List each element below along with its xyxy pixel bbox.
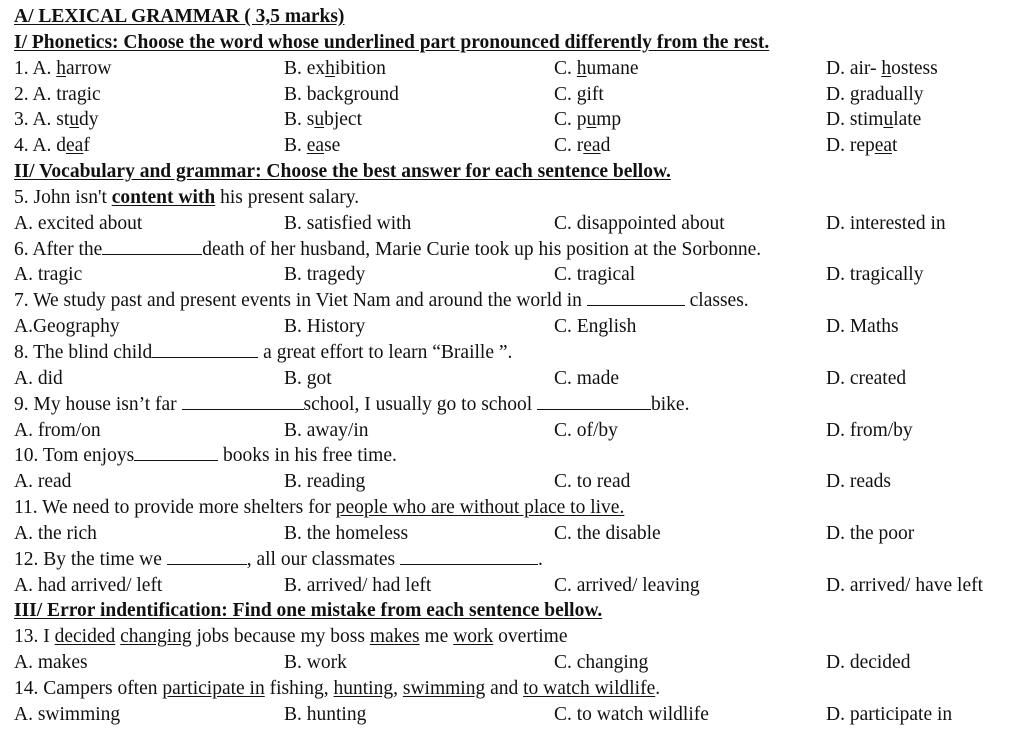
underlined-part: u	[69, 109, 80, 131]
underlined-part: g	[849, 83, 860, 105]
q5-text-pre: 5. John isn't	[14, 186, 112, 208]
q6-text-pre: 6. After the	[14, 238, 103, 260]
question-number: 4.	[14, 135, 29, 157]
q9-text-pre: 9. My house isn’t far	[14, 393, 182, 415]
q12-option-d[interactable]: D. arrived/ have left	[826, 574, 984, 596]
worksheet	[14, 4, 1014, 728]
question-4	[14, 133, 1014, 159]
option-text: B. ex	[284, 57, 326, 79]
q10-blank	[134, 443, 218, 461]
q7-option-a[interactable]: A.Geography	[14, 316, 120, 338]
option-text: C.	[554, 57, 577, 79]
question-9	[14, 392, 1014, 418]
underlined-part: ea	[874, 135, 893, 157]
question-6	[14, 237, 1014, 263]
section-3-title-line	[14, 598, 1014, 624]
q7-options	[14, 314, 1014, 340]
question-12	[14, 547, 1014, 573]
option-text: bject	[324, 109, 363, 131]
q12-option-b[interactable]: B. arrived/ had left	[284, 574, 432, 596]
q14-option-b[interactable]: B. hunting	[284, 703, 367, 725]
q13-option-a[interactable]: A. makes	[14, 652, 88, 674]
q10-options	[14, 469, 1014, 495]
sentence-segment: me	[419, 626, 454, 648]
q9-option-c[interactable]: C. of/by	[554, 419, 618, 441]
sentence-segment: 13. I	[14, 626, 55, 648]
q6-option-b[interactable]: B. tragedy	[284, 264, 366, 286]
q11-options	[14, 521, 1014, 547]
q1-option-b[interactable]	[284, 56, 386, 82]
q6-option-c[interactable]: C. tragical	[554, 264, 636, 286]
q6-option-d[interactable]: D. tragically	[826, 264, 924, 286]
q9-option-b[interactable]: B. away/in	[284, 419, 369, 441]
q4-option-b[interactable]	[284, 133, 340, 159]
option-text: A. st	[32, 109, 70, 131]
question-1	[14, 56, 1014, 82]
option-text: radually	[859, 83, 924, 105]
question-11	[14, 495, 1014, 521]
section-2-title: II/ Vocabulary and grammar: Choose the best answer for each sentence bellow.	[14, 161, 671, 183]
section-2-title-line	[14, 159, 1014, 185]
underlined-part: u	[314, 109, 325, 131]
q11-underlined: people who are without place to live.	[335, 497, 625, 519]
q9-blank-2	[537, 392, 651, 410]
option-text: round	[353, 83, 399, 105]
question-5	[14, 185, 1014, 211]
q6-options	[14, 262, 1014, 288]
question-number: 3.	[14, 109, 29, 131]
q13-option-b[interactable]: B. work	[284, 652, 347, 674]
q4-option-a[interactable]	[14, 133, 90, 159]
q11-option-b[interactable]: B. the homeless	[284, 522, 409, 544]
sentence-segment: overtime	[493, 626, 568, 648]
q8-options	[14, 366, 1014, 392]
q5-option-b[interactable]: B. satisfied with	[284, 212, 412, 234]
q2-option-a[interactable]	[14, 82, 101, 108]
underlined-part: h	[576, 57, 587, 79]
q12-option-c[interactable]: C. arrived/ leaving	[554, 574, 700, 596]
q9-options	[14, 418, 1014, 444]
option-text: t	[892, 135, 898, 157]
question-2	[14, 82, 1014, 108]
option-text: umane	[586, 57, 639, 79]
q14-option-d[interactable]: D. participate in	[826, 703, 953, 725]
q6-text-post: death of her husband, Marie Curie took up his position at the Sorbonne.	[202, 238, 762, 260]
option-text: f	[83, 135, 90, 157]
q14-option-a[interactable]: A. swimming	[14, 703, 121, 725]
question-8	[14, 340, 1014, 366]
question-7	[14, 288, 1014, 314]
q3-option-a[interactable]	[14, 107, 99, 133]
q6-blank	[102, 237, 202, 255]
q6-option-a[interactable]: A. tragic	[14, 264, 83, 286]
q5-option-a[interactable]: A. excited about	[14, 212, 143, 234]
underlined-segment: to watch wildlife	[523, 677, 656, 699]
underlined-part: g	[576, 83, 587, 105]
q11-option-d[interactable]: D. the poor	[826, 522, 915, 544]
part-a-heading-line	[14, 4, 1014, 30]
q5-text-post: his present salary.	[215, 186, 360, 208]
option-text: A. d	[32, 135, 67, 157]
option-text: ostess	[891, 57, 938, 79]
option-text: d	[600, 135, 611, 157]
option-text: D. air-	[826, 57, 882, 79]
q11-text-pre: 11. We need to provide more shelters for	[14, 497, 336, 519]
underlined-part: u	[586, 109, 597, 131]
option-text: ibition	[334, 57, 386, 79]
option-text: B.	[284, 135, 307, 157]
q8-blank	[152, 340, 258, 358]
question-number: 2.	[14, 83, 29, 105]
q7-blank	[587, 288, 685, 306]
q4-option-d[interactable]	[826, 133, 897, 159]
phonetics-questions	[14, 56, 1014, 159]
q9-text-post: bike.	[651, 393, 690, 415]
underlined-part: ea	[583, 135, 601, 157]
underlined-part: h	[56, 57, 67, 79]
underlined-segment: participate in	[162, 677, 265, 699]
option-text: C.	[554, 83, 577, 105]
q14-options	[14, 702, 1014, 728]
question-number: 1.	[14, 57, 29, 79]
q12-option-a[interactable]: A. had arrived/ left	[14, 574, 163, 596]
underlined-part: h	[325, 57, 335, 79]
q8-text-post: a great effort to learn “Braille ”.	[258, 341, 513, 363]
option-text: dy	[79, 109, 99, 131]
sentence-segment: ,	[393, 677, 403, 699]
q12-text-pre: 12. By the time we	[14, 548, 167, 570]
option-text: A. tra	[32, 83, 77, 105]
q10-option-b[interactable]: B. reading	[284, 471, 366, 493]
q9-text-mid: school, I usually go to school	[303, 393, 537, 415]
option-text: B. s	[284, 109, 315, 131]
q7-text-post: classes.	[684, 290, 749, 312]
underlined-segment: work	[453, 626, 494, 648]
underlined-part: u	[883, 109, 894, 131]
question-14	[14, 676, 1014, 702]
option-text: ift	[586, 83, 604, 105]
q13-option-c[interactable]: C. changing	[554, 652, 649, 674]
q7-option-b[interactable]: B. History	[284, 316, 366, 338]
q9-blank-1	[182, 392, 304, 410]
q7-text-pre: 7. We study past and present events in Viet Nam and around the world in	[14, 290, 587, 312]
underlined-segment: decided	[54, 626, 116, 648]
option-text: mp	[596, 109, 622, 131]
option-text: A.	[32, 57, 57, 79]
underlined-part: ea	[66, 135, 84, 157]
q10-option-d[interactable]: D. reads	[826, 471, 891, 493]
option-text: C. r	[554, 135, 584, 157]
question-13	[14, 624, 1014, 650]
q5-option-c[interactable]: C. disappointed about	[554, 212, 725, 234]
q8-option-d[interactable]: D. created	[826, 367, 907, 389]
q1-option-a[interactable]	[14, 56, 112, 82]
q1-option-c[interactable]	[554, 56, 639, 82]
section-1-title: I/ Phonetics: Choose the word whose underlined part pronounced differently from the rest.	[14, 31, 770, 53]
q12-options	[14, 573, 1014, 599]
q10-option-c[interactable]: C. to read	[554, 471, 631, 493]
q5-options	[14, 211, 1014, 237]
underlined-segment: hunting	[333, 677, 394, 699]
underlined-part: g	[76, 83, 87, 105]
question-3	[14, 107, 1014, 133]
q9-option-a[interactable]: A. from/on	[14, 419, 101, 441]
q12-text-post: .	[537, 548, 543, 570]
question-10	[14, 443, 1014, 469]
q8-option-a[interactable]: A. did	[14, 367, 63, 389]
q3-option-c[interactable]	[554, 107, 621, 133]
underlined-part: h	[881, 57, 892, 79]
q11-option-a[interactable]: A. the rich	[14, 522, 97, 544]
option-text: se	[324, 135, 341, 157]
q10-text-pre: 10. Tom enjoys	[14, 445, 135, 467]
section-3-title: III/ Error indentification: Find one mistake from each sentence bellow.	[14, 600, 603, 622]
q2-option-b[interactable]	[284, 82, 399, 108]
q5-option-d[interactable]: D. interested in	[826, 212, 946, 234]
q11-option-c[interactable]: C. the disable	[554, 522, 661, 544]
q8-text-pre: 8. The blind child	[14, 341, 153, 363]
option-text: D. rep	[826, 135, 875, 157]
underlined-part: ea	[306, 135, 325, 157]
q14-option-c[interactable]: C. to watch wildlife	[554, 703, 709, 725]
sentence-segment: fishing,	[264, 677, 334, 699]
q2-option-d[interactable]	[826, 82, 923, 108]
q4-option-c[interactable]	[554, 133, 610, 159]
q3-option-d[interactable]	[826, 107, 921, 133]
option-text: C. p	[554, 109, 587, 131]
underlined-segment: makes	[369, 626, 420, 648]
option-text: D. stim	[826, 109, 884, 131]
sentence-segment: 14. Campers often	[14, 677, 163, 699]
q7-option-d[interactable]: D. Maths	[826, 316, 899, 338]
q10-option-a[interactable]: A. read	[14, 471, 72, 493]
sentence-segment: jobs because my boss	[191, 626, 370, 648]
q8-option-c[interactable]: C. made	[554, 367, 619, 389]
option-text: D.	[826, 83, 850, 105]
q12-blank-2	[400, 547, 538, 565]
underlined-segment: changing	[120, 626, 192, 648]
q13-option-d[interactable]: D. decided	[826, 652, 911, 674]
underlined-segment: swimming	[402, 677, 486, 699]
q1-option-d[interactable]	[826, 56, 938, 82]
q3-option-b[interactable]	[284, 107, 362, 133]
part-a-heading: A/ LEXICAL GRAMMAR ( 3,5 marks)	[14, 6, 345, 27]
q2-option-c[interactable]	[554, 82, 604, 108]
q13-options	[14, 650, 1014, 676]
q5-underlined: content with	[111, 186, 216, 208]
q12-blank-1	[167, 547, 247, 565]
option-text: arrow	[66, 57, 112, 79]
q9-option-d[interactable]: D. from/by	[826, 419, 913, 441]
option-text: B. back	[284, 83, 344, 105]
sentence-segment: .	[655, 677, 661, 699]
option-text: ic	[86, 83, 101, 105]
sentence-segment: and	[485, 677, 524, 699]
option-text: late	[893, 109, 922, 131]
section-1-title-line	[14, 30, 1014, 56]
underlined-part: g	[343, 83, 354, 105]
q12-text-mid: , all our classmates	[246, 548, 400, 570]
q8-option-b[interactable]: B. got	[284, 367, 332, 389]
q10-text-post: books in his free time.	[218, 445, 397, 467]
q7-option-c[interactable]: C. English	[554, 316, 637, 338]
